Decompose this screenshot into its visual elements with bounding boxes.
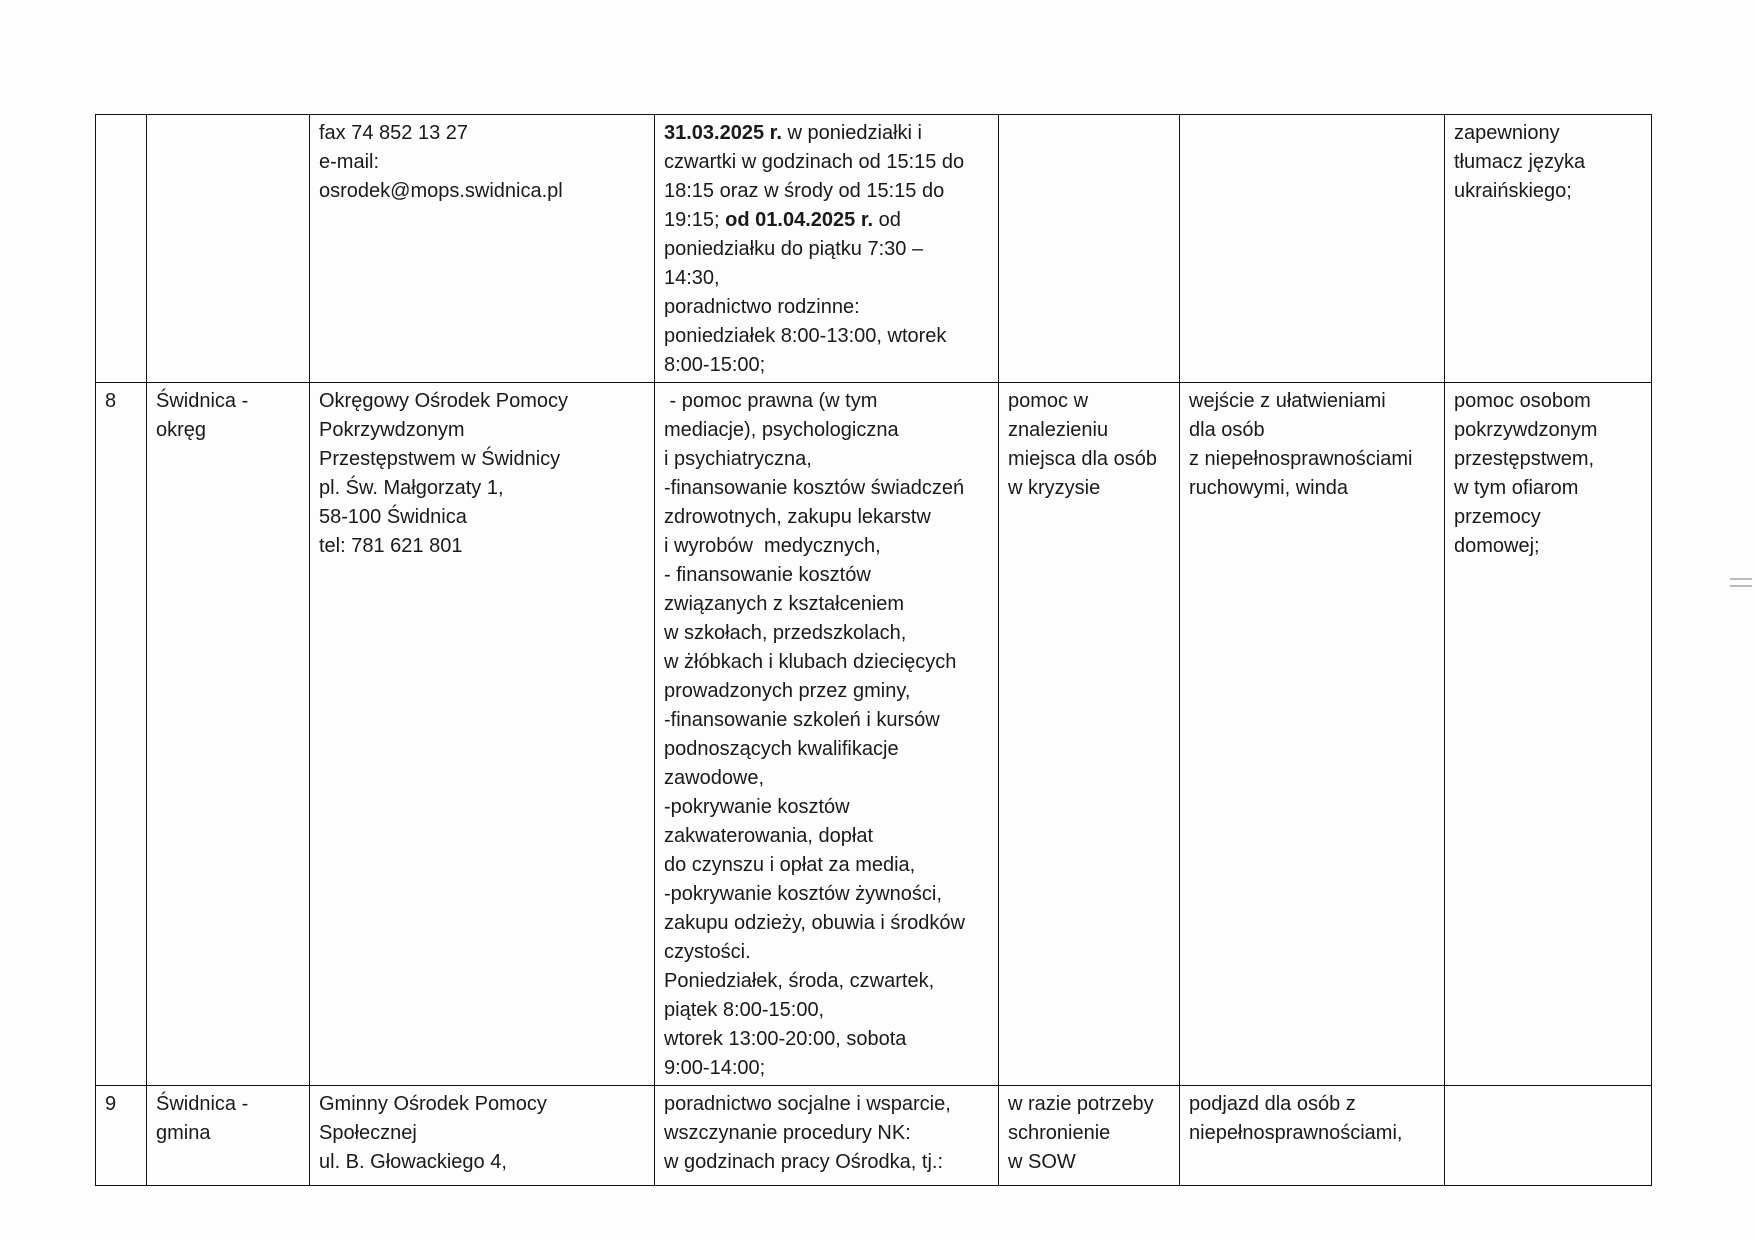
services-line — [664, 503, 989, 532]
date-highlight: 31.03.2025 r. — [664, 122, 782, 144]
services-text: piątek 8:00-15:00, — [664, 999, 825, 1021]
services-line — [664, 880, 989, 909]
institution-line: fax 74 852 13 27 — [319, 122, 469, 144]
notes-line: pomoc osobom — [1454, 390, 1591, 412]
services-line — [664, 706, 989, 735]
services-line — [664, 532, 989, 561]
institution-line: tel: 781 621 801 — [319, 535, 463, 557]
cell-accessibility — [1180, 1086, 1445, 1186]
notes-line: pokrzywdzonym — [1454, 419, 1598, 441]
services-text: od — [873, 209, 901, 231]
services-line — [664, 793, 989, 822]
accessibility-line: wejście z ułatwieniami — [1189, 390, 1386, 412]
services-line — [664, 764, 989, 793]
services-text: do czynszu i opłat za media, — [664, 854, 916, 876]
shelter-line: w SOW — [1008, 1151, 1076, 1173]
services-text: związanych z kształceniem — [664, 593, 905, 615]
location-line: okręg — [156, 419, 207, 441]
notes-line: zapewniony — [1454, 122, 1560, 144]
services-text: - finansowanie kosztów — [664, 564, 871, 586]
institution-line: Pokrzywdzonym — [319, 419, 465, 441]
notes-line: przestępstwem, — [1454, 448, 1595, 470]
services-line — [664, 351, 989, 380]
table-row — [96, 115, 1652, 383]
services-line — [664, 474, 989, 503]
services-line — [664, 967, 989, 996]
services-line — [664, 148, 989, 177]
cell-accessibility — [1180, 115, 1445, 383]
cell-location — [147, 115, 310, 383]
cell-institution — [310, 115, 655, 383]
services-line — [664, 322, 989, 351]
cell-shelter — [999, 1086, 1180, 1186]
services-line — [664, 387, 989, 416]
services-text: w poniedziałki i — [781, 122, 922, 144]
date-highlight: od 01.04.2025 r. — [725, 209, 874, 231]
services-text: prowadzonych przez gminy, — [664, 680, 911, 702]
cell-notes — [1445, 1086, 1652, 1186]
services-table — [95, 114, 1652, 1186]
services-line — [664, 1148, 989, 1177]
services-text: 18:15 oraz w środy od 15:15 do — [664, 180, 945, 202]
cell-number — [96, 1086, 147, 1186]
institution-line: pl. Św. Małgorzaty 1, — [319, 477, 504, 499]
services-line — [664, 293, 989, 322]
services-text: poradnictwo socjalne i wsparcie, — [664, 1093, 951, 1115]
services-line — [664, 445, 989, 474]
notes-line: w tym ofiarom — [1454, 477, 1579, 499]
institution-line: Gminny Ośrodek Pomocy — [319, 1093, 547, 1115]
location-line: Świdnica - — [156, 390, 249, 412]
services-text: 14:30, — [664, 267, 720, 289]
cell-location — [147, 383, 310, 1086]
accessibility-line: z niepełnosprawnościami — [1189, 448, 1413, 470]
services-text: czwartki w godzinach od 15:15 do — [664, 151, 965, 173]
services-text: poniedziałku do piątku 7:30 – — [664, 238, 924, 260]
table-row — [96, 1086, 1652, 1186]
cell-shelter — [999, 115, 1180, 383]
services-line — [664, 416, 989, 445]
margin-mark — [1730, 578, 1752, 580]
notes-line: domowej; — [1454, 535, 1540, 557]
services-line — [664, 677, 989, 706]
row-number: 8 — [105, 390, 117, 412]
row-number: 9 — [105, 1093, 117, 1115]
location-line: Świdnica - — [156, 1093, 249, 1115]
notes-line: ukraińskiego; — [1454, 180, 1572, 202]
services-text: -finansowanie kosztów świadczeń — [664, 477, 965, 499]
services-text: zawodowe, — [664, 767, 765, 789]
services-line — [664, 1025, 989, 1054]
services-line — [664, 264, 989, 293]
services-text: zakwaterowania, dopłat — [664, 825, 874, 847]
table-body — [96, 115, 1652, 1186]
services-text: wtorek 13:00-20:00, sobota — [664, 1028, 907, 1050]
margin-mark — [1730, 585, 1752, 587]
services-text: i wyrobów medycznych, — [664, 535, 881, 557]
shelter-line: znalezieniu — [1008, 419, 1109, 441]
cell-number — [96, 383, 147, 1086]
notes-line: tłumacz języka — [1454, 151, 1586, 173]
shelter-line: schronienie — [1008, 1122, 1111, 1144]
services-line — [664, 1054, 989, 1083]
services-text: w szkołach, przedszkolach, — [664, 622, 907, 644]
services-text: -pokrywanie kosztów żywności, — [664, 883, 942, 905]
shelter-line: w razie potrzeby — [1008, 1093, 1154, 1115]
services-text: zakupu odzieży, obuwia i środków — [664, 912, 965, 934]
services-text: podnoszących kwalifikacje — [664, 738, 899, 760]
location-line: gmina — [156, 1122, 211, 1144]
services-text: -pokrywanie kosztów — [664, 796, 850, 818]
institution-line: Okręgowy Ośrodek Pomocy — [319, 390, 568, 412]
accessibility-line: dla osób — [1189, 419, 1265, 441]
cell-notes — [1445, 383, 1652, 1086]
cell-location — [147, 1086, 310, 1186]
cell-number — [96, 115, 147, 383]
services-text: poniedziałek 8:00-13:00, wtorek — [664, 325, 947, 347]
services-line — [664, 1090, 989, 1119]
institution-line: osrodek@mops.swidnica.pl — [319, 180, 563, 202]
services-line — [664, 735, 989, 764]
accessibility-line: podjazd dla osób z — [1189, 1093, 1356, 1115]
services-line — [664, 909, 989, 938]
cell-services — [655, 383, 999, 1086]
institution-line: Społecznej — [319, 1122, 417, 1144]
accessibility-line: ruchowymi, winda — [1189, 477, 1348, 499]
services-line — [664, 561, 989, 590]
services-text: w żłóbkach i klubach dziecięcych — [664, 651, 957, 673]
institution-line: Przestępstwem w Świdnicy — [319, 448, 561, 470]
services-text: 9:00-14:00; — [664, 1057, 766, 1079]
services-text: czystości. — [664, 941, 751, 963]
cell-accessibility — [1180, 383, 1445, 1086]
services-line — [664, 177, 989, 206]
cell-shelter — [999, 383, 1180, 1086]
institution-line: e-mail: — [319, 151, 380, 173]
services-text: - pomoc prawna (w tym — [664, 390, 878, 412]
services-line — [664, 119, 989, 148]
services-text: mediacje), psychologiczna — [664, 419, 899, 441]
notes-line: przemocy — [1454, 506, 1541, 528]
services-line — [664, 996, 989, 1025]
cell-services — [655, 1086, 999, 1186]
services-text: 19:15; — [664, 209, 726, 231]
services-text: i psychiatryczna, — [664, 448, 812, 470]
services-text: w godzinach pracy Ośrodka, tj.: — [664, 1151, 944, 1173]
services-line — [664, 590, 989, 619]
services-text: wszczynanie procedury NK: — [664, 1122, 911, 1144]
institution-line: ul. B. Głowackiego 4, — [319, 1151, 507, 1173]
services-text: poradnictwo rodzinne: — [664, 296, 860, 318]
cell-institution — [310, 1086, 655, 1186]
services-line — [664, 648, 989, 677]
cell-services — [655, 115, 999, 383]
institution-line: 58-100 Świdnica — [319, 506, 467, 528]
cell-institution — [310, 383, 655, 1086]
services-line — [664, 619, 989, 648]
accessibility-line: niepełnosprawnościami, — [1189, 1122, 1403, 1144]
services-line — [664, 1119, 989, 1148]
shelter-line: miejsca dla osób — [1008, 448, 1157, 470]
services-text: -finansowanie szkoleń i kursów — [664, 709, 940, 731]
shelter-line: w kryzysie — [1008, 477, 1101, 499]
shelter-line: pomoc w — [1008, 390, 1089, 412]
services-line — [664, 206, 989, 235]
services-line — [664, 938, 989, 967]
services-text: Poniedziałek, środa, czwartek, — [664, 970, 935, 992]
services-text: 8:00-15:00; — [664, 354, 766, 376]
services-text: zdrowotnych, zakupu lekarstw — [664, 506, 931, 528]
services-line — [664, 235, 989, 264]
table-row — [96, 383, 1652, 1086]
services-line — [664, 851, 989, 880]
services-line — [664, 822, 989, 851]
cell-notes — [1445, 115, 1652, 383]
